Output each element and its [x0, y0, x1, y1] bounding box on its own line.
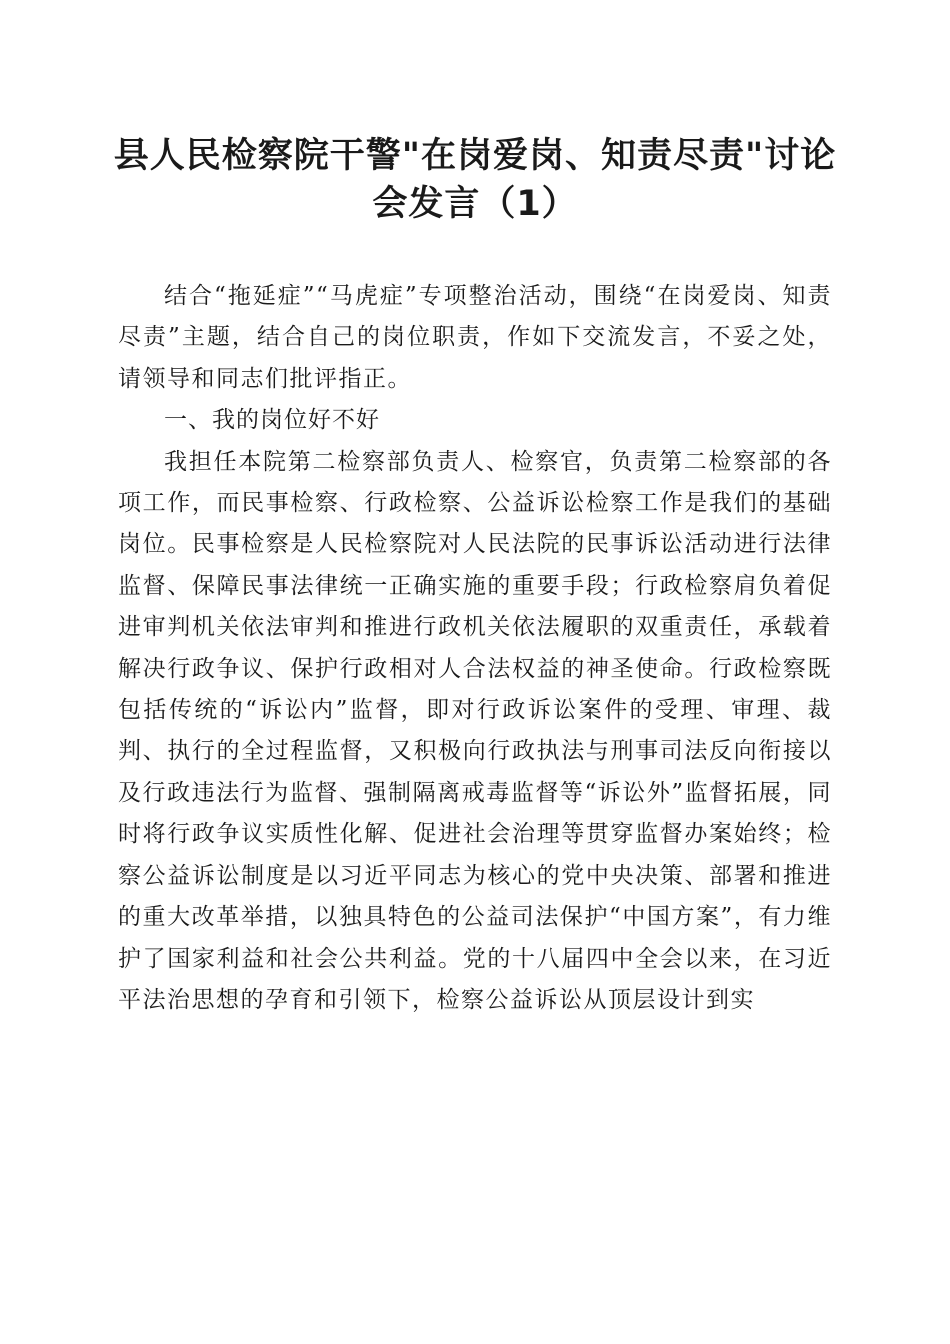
section-heading-1: 一、我的岗位好不好	[164, 407, 380, 434]
document-title: 县人民检察院干警"在岗爱岗、知责尽责"讨论会发言（1）	[113, 136, 837, 224]
document-body	[118, 276, 832, 1021]
section-1-paragraph: 我担任本院第二检察部负责人、检察官，负责第二检察部的各项工作，而民事检察、行政检察、公益诉讼检察工作是我们的基础岗位。民事检察是人民检察院对人民法院的民事诉讼活动进行法律监督、保障民事法律统一正确实施的重要手段；行政检察肩负着促进审判机关依法审判和推进行政机关依法履职的双重责任，承载着解决行政争议、保护行政相对人合法权益的神圣使命。行政检察既包括传统的“诉讼内”监督，即对行政诉讼案件的受理、审理、裁判、执行的全过程监督，又积极向行政执法与刑事司法反向衔接以及行政违法行为监督、强制隔离戒毒监督等“诉讼外”监督拓展，同时将行政争议实质性化解、促进社会治理等贯穿监督办案始终；检察公益诉讼制度是以习近平同志为核心的党中央决策、部署和推进的重大改革举措，以独具特色的公益司法保护“中国方案”，有力维护了国家利益和社会公共利益。党的十八届四中全会以来，在习近平法治思想的孕育和引领下，检察公益诉讼从顶层设计到实	[118, 448, 832, 1013]
intro-paragraph: 结合“拖延症”“马虎症”专项整治活动，围绕“在岗爱岗、知责尽责”主题，结合自己的岗位职责，作如下交流发言，不妥之处，请领导和同志们批评指正。	[118, 283, 832, 392]
